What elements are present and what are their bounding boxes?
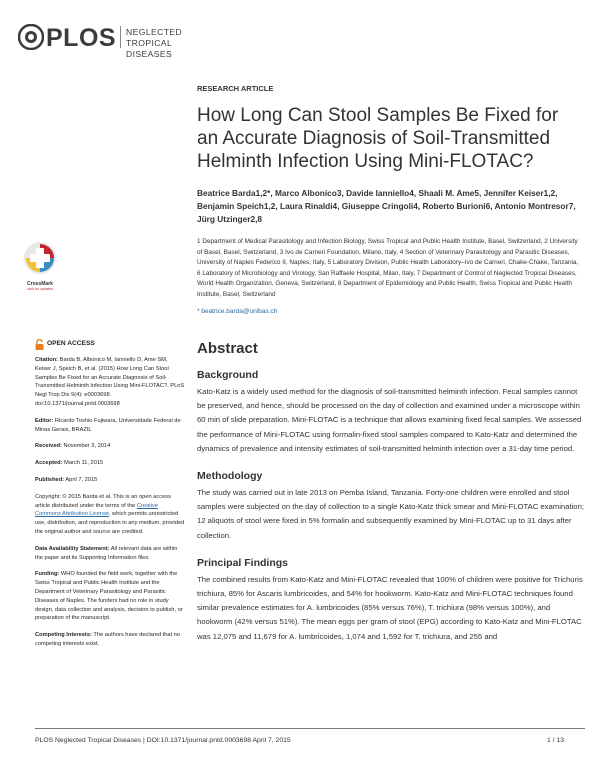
abstract-heading: Abstract (197, 340, 258, 357)
journal-name (126, 27, 208, 60)
editor-text: Ricardo Toshio Fujiwara, Universidade Federal de Minas Gerais, BRAZIL (35, 417, 181, 433)
competing-interests-block (35, 631, 185, 649)
accepted-label: Accepted: (35, 460, 63, 467)
competing-interests-text: The authors have declared that no competing interests exist. (35, 632, 181, 647)
editor-block (35, 417, 185, 435)
competing-interests-label: Competing Interests: (35, 632, 92, 639)
received-date: November 3, 2014 (63, 443, 111, 450)
license-link[interactable]: Creative Commons Attribution License (35, 502, 158, 518)
funding-text: WHO founded the field work, together with the Swiss Tropical and Public Health Institute and the Department of Veterinary Parasitology and Parasitic Diseases of Naples. The funders had no role in study design, data collection and analysis, decision to publish, or preparation of the manuscript. (35, 571, 183, 622)
corresponding-email-link[interactable]: * beatrice.barda@unibas.ch (197, 308, 278, 315)
funding-block (35, 570, 185, 623)
journal-name-line-2: TROPICAL DISEASES (126, 38, 173, 59)
published-date: April 7, 2015 (65, 476, 98, 483)
affiliations: 1 Department of Medical Parasitology and Infection Biology, Swiss Tropical and Public Health Institute, Basel, Switzerland, 2 University of Basel, Basel, Switzerland, 3 Ivo de Carneri Foundation, Milano, Italy, 4 Section of Veterinary Parasitology and Parasitic Diseases, University of Naples Federico II, Naples, Italy, 5 Laboratory Division, Public Health Laboratory–Ivo de Carneri, Chake-Chake, Tanzania, 6 Laboratory of Microbiology and Virology, San Raffaele Hospital, Milan, Italy, 7 Department of Control of Neglected Tropical Diseases, World Health Organization, Geneva, Switzerland, 8 Department of Epidemiology and Public Health, Swiss Tropical and Public Health Institute, Basel, Switzerland (197, 238, 579, 298)
logo-divider (120, 26, 121, 48)
data-availability-text: All relevant data are within the paper and its Supporting Information files. (35, 545, 178, 561)
findings-paragraph: The combined results from Kato-Katz and Mini-FLOTAC revealed that 100% of children were positive for Trichuris trichiura, 85% for Ascaris lumbricoides, and 54% for hookworm. Kato-Katz and Mini-FLOTAC techniques found similar prevalence estimates for A. lumbricoides (85% versus 76%), T. trichiura (98% versus 100%), and hookworm (42% versus 51%). The mean eggs per gram of stool (EPG) according to Kato-Katz and Mini-FLOTAC was 12,075 and 11,679 for A. lumbricoides, 1,074 and 1,592 for T. trichiura, and 255 and (197, 574, 583, 641)
author-list: Beatrice Barda1,2*, Marco Albonico3, Davide Ianniello4, Shaali M. Ame5, Jennifer Keiser1,2, Benjamin Speich1,2, Laura Rinaldi4, Giuseppe Cringoli4, Roberto Burioni6, Antonio Montresor7, Jürg Utzinger2,8 (197, 188, 576, 224)
plos-emblem-icon (18, 24, 44, 50)
article-title: How Long Can Stool Samples Be Fixed for an Accurate Diagnosis of Soil-Transmitted Helminth Infection Using Mini-FLOTAC? (197, 105, 559, 172)
citation-text: Barda B, Albonico M, Ianniello D, Ame SM, Keiser J, Speich B, et al. (2015) How Long Can Stool Samples Be Fixed for an Accurate Diagnosis of Soil-Transmitted Helminth Infection Using Mini-FLOTAC?. PLoS Negl Trop Dis 9(4): e0003698. doi:10.1371/journal.pntd.0003698 (35, 357, 185, 407)
article-info-sidebar (35, 339, 185, 657)
received-label: Received: (35, 443, 62, 450)
copyright-block (35, 493, 185, 537)
open-lock-icon (35, 339, 44, 350)
copyright-text: Copyright: © 2015 Barda et al. This is an open access article distributed under the terms of the (35, 493, 171, 509)
page-number: 1 / 13 (547, 737, 565, 744)
plos-logo (18, 23, 208, 59)
received-block (35, 442, 185, 451)
crossmark-icon (22, 240, 58, 276)
citation-label: Citation: (35, 357, 59, 363)
open-access-badge (35, 339, 185, 350)
published-block (35, 476, 185, 485)
citation-block (35, 356, 185, 409)
open-access-label: OPEN ACCESS (47, 340, 95, 348)
editor-label: Editor: (35, 417, 54, 424)
logo-word: PLOS (46, 24, 117, 52)
data-availability-block (35, 545, 185, 563)
published-label: Published: (35, 476, 65, 483)
methodology-paragraph: The study was carried out in late 2013 on Pemba Island, Tanzania. Forty-one children were enrolled and stool samples were subjected on the day of collection to a single Kato-Katz thick smear and Mini-FLOTAC examination; 12 aliquots of stool were fixed in 5% formalin and subsequently examined by Mini-FLOTAC up to 31 days after collection. (197, 488, 584, 540)
copyright-text-end: , which permits unrestricted use, distribution, and reproduction in any medium, provided the original author and source are credited. (35, 511, 185, 535)
background-heading: Background (197, 369, 259, 381)
methodology-heading: Methodology (197, 470, 263, 483)
background-paragraph: Kato-Katz is a widely used method for the diagnosis of soil-transmitted helminth infection. Fecal samples cannot be preserved, and hence, should be processed on the day of collection and examined under a microscope within 60 min of slide preparation. Mini-FLOTAC is a technique that allows examining fixed fecal samples. We assessed the performance of Mini-FLOTAC using formalin-fixed stool samples compared to Kato-Katz and determined the dynamics of prevalence and intensity estimates of soil-transmitted helminth infection over a 31-day time period. (197, 387, 582, 453)
data-availability-label: Data Availability Statement: (35, 545, 110, 552)
crossmark-label: CrossMark (27, 281, 53, 287)
footer-citation: PLOS Neglected Tropical Diseases | DOI:10.1371/journal.pntd.0003698 April 7, 2015 (35, 737, 291, 744)
crossmark-badge[interactable] (22, 240, 58, 290)
accepted-block (35, 459, 185, 468)
funding-label: Funding: (35, 571, 60, 578)
journal-name-line-1: NEGLECTED (126, 27, 183, 37)
footer-divider (35, 728, 585, 729)
accepted-date: March 11, 2015 (64, 460, 104, 467)
findings-heading: Principal Findings (197, 556, 289, 569)
crossmark-sublabel: click for updates (27, 287, 53, 291)
article-type: RESEARCH ARTICLE (197, 84, 274, 93)
abstract-section (197, 340, 585, 658)
